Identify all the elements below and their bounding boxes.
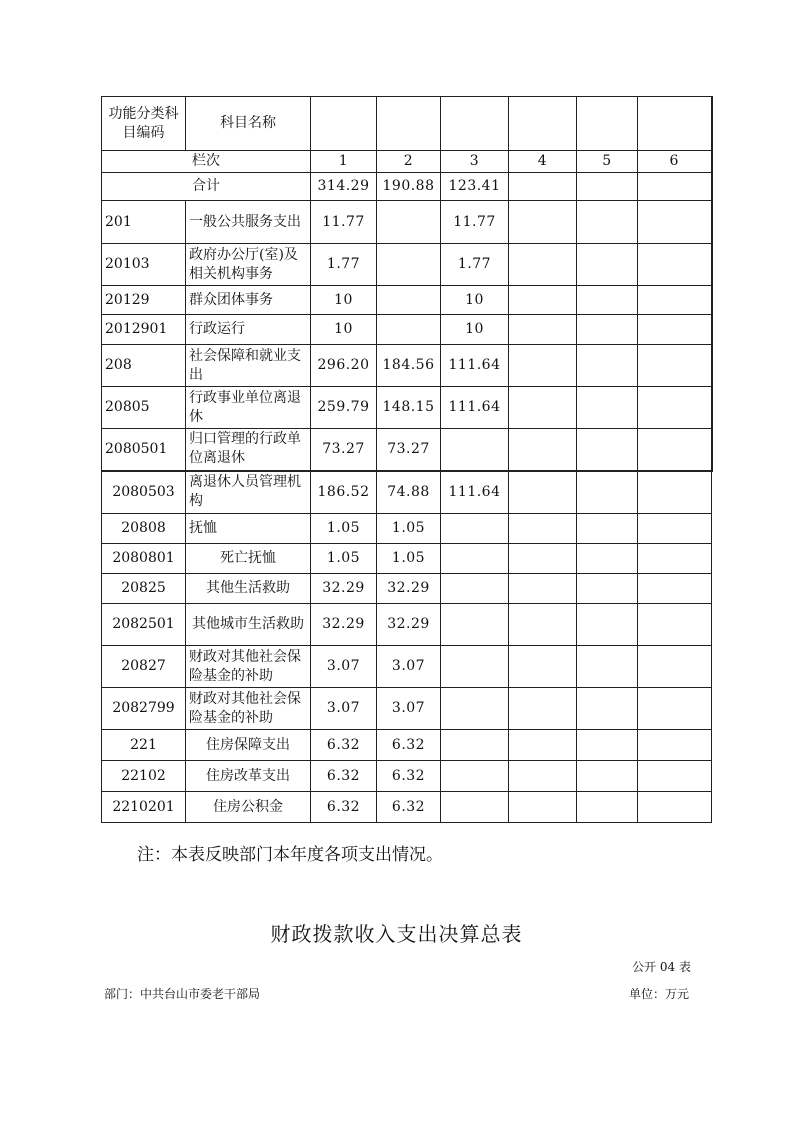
column-number: 4 — [509, 151, 577, 173]
row-name: 群众团体事务 — [186, 286, 311, 315]
row-c2 — [377, 201, 441, 244]
row-code: 20827 — [102, 646, 186, 688]
column-row-label: 栏次 — [102, 151, 311, 173]
column-number: 1 — [311, 151, 377, 173]
row-c2: 32.29 — [377, 604, 441, 646]
table-row — [102, 792, 712, 823]
table-row — [102, 286, 712, 315]
row-name: 其他城市生活救助 — [186, 604, 311, 646]
row-c2: 3.07 — [377, 688, 441, 730]
row-c1: 32.29 — [311, 574, 377, 604]
row-c2: 1.05 — [377, 544, 441, 574]
column-number: 2 — [377, 151, 441, 173]
row-c1: 32.29 — [311, 604, 377, 646]
row-c3 — [441, 792, 509, 823]
table-note: 注：本表反映部门本年度各项支出情况。 — [137, 845, 443, 865]
row-c1: 73.27 — [311, 429, 377, 471]
row-code: 20808 — [102, 514, 186, 544]
table-row — [102, 471, 712, 514]
row-code: 22102 — [102, 761, 186, 792]
row-code: 20103 — [102, 244, 186, 286]
column-number: 3 — [441, 151, 509, 173]
department-label: 部门：中共台山市委老干部局 — [104, 987, 261, 1001]
table-row — [102, 730, 712, 761]
table-row — [102, 646, 712, 688]
row-code: 2012901 — [102, 315, 186, 345]
row-c3: 10 — [441, 286, 509, 315]
row-code: 2080503 — [102, 471, 186, 514]
unit-label: 单位：万元 — [628, 987, 689, 1001]
table-row — [102, 544, 712, 574]
table-row — [102, 604, 712, 646]
row-c2: 6.32 — [377, 761, 441, 792]
row-name: 离退休人员管理机构 — [186, 471, 311, 514]
row-c3 — [441, 761, 509, 792]
row-c1: 3.07 — [311, 646, 377, 688]
row-c3 — [441, 429, 509, 471]
row-name: 财政对其他社会保险基金的补助 — [186, 688, 311, 730]
row-name: 抚恤 — [186, 514, 311, 544]
row-name: 政府办公厅(室)及相关机构事务 — [186, 244, 311, 286]
row-name: 住房改革支出 — [186, 761, 311, 792]
row-c3: 111.64 — [441, 471, 509, 514]
total-label: 合计 — [102, 173, 311, 201]
row-c1: 1.05 — [311, 544, 377, 574]
row-c2: 148.15 — [377, 387, 441, 429]
row-c1: 259.79 — [311, 387, 377, 429]
row-c3 — [441, 688, 509, 730]
row-c3: 111.64 — [441, 387, 509, 429]
row-code: 20825 — [102, 574, 186, 604]
row-c2: 32.29 — [377, 574, 441, 604]
row-c1: 6.32 — [311, 761, 377, 792]
row-name: 行政运行 — [186, 315, 311, 345]
form-number: 公开 04 表 — [632, 960, 691, 974]
row-c2: 6.32 — [377, 792, 441, 823]
row-c1: 1.77 — [311, 244, 377, 286]
table-row — [102, 315, 712, 345]
header-row — [102, 97, 712, 151]
column-number: 5 — [577, 151, 638, 173]
row-c1: 6.32 — [311, 792, 377, 823]
total-c1: 314.29 — [311, 173, 377, 201]
row-c3: 1.77 — [441, 244, 509, 286]
expenditure-table — [101, 96, 713, 823]
row-code: 221 — [102, 730, 186, 761]
table-row — [102, 244, 712, 286]
code-header: 功能分类科目编码 — [102, 97, 186, 151]
row-name: 行政事业单位离退休 — [186, 387, 311, 429]
row-name: 死亡抚恤 — [186, 544, 311, 574]
row-c3 — [441, 514, 509, 544]
table-row — [102, 688, 712, 730]
row-c3 — [441, 646, 509, 688]
row-c1: 10 — [311, 286, 377, 315]
row-c1: 10 — [311, 315, 377, 345]
row-c2: 184.56 — [377, 345, 441, 387]
row-c2: 3.07 — [377, 646, 441, 688]
row-c2: 6.32 — [377, 730, 441, 761]
total-c3: 123.41 — [441, 173, 509, 201]
row-code: 20129 — [102, 286, 186, 315]
row-c3: 10 — [441, 315, 509, 345]
row-name: 社会保障和就业支出 — [186, 345, 311, 387]
table-row — [102, 574, 712, 604]
row-c3 — [441, 574, 509, 604]
column-number-row — [102, 151, 712, 173]
row-name: 财政对其他社会保险基金的补助 — [186, 646, 311, 688]
row-name: 一般公共服务支出 — [186, 201, 311, 244]
row-c1: 3.07 — [311, 688, 377, 730]
row-c2 — [377, 286, 441, 315]
row-name: 住房保障支出 — [186, 730, 311, 761]
row-c3 — [441, 544, 509, 574]
table-row — [102, 201, 712, 244]
row-c3 — [441, 604, 509, 646]
table-row — [102, 761, 712, 792]
row-code: 201 — [102, 201, 186, 244]
row-c2 — [377, 244, 441, 286]
row-c1: 6.32 — [311, 730, 377, 761]
row-c2: 73.27 — [377, 429, 441, 471]
column-number: 6 — [638, 151, 712, 173]
row-c3: 11.77 — [441, 201, 509, 244]
row-c1: 1.05 — [311, 514, 377, 544]
row-code: 2080801 — [102, 544, 186, 574]
name-header: 科目名称 — [186, 97, 311, 151]
row-c2: 1.05 — [377, 514, 441, 544]
row-c1: 296.20 — [311, 345, 377, 387]
row-c3 — [441, 730, 509, 761]
row-code: 2082501 — [102, 604, 186, 646]
row-code: 2082799 — [102, 688, 186, 730]
row-name: 其他生活救助 — [186, 574, 311, 604]
row-name: 归口管理的行政单位离退休 — [186, 429, 311, 471]
row-c2 — [377, 315, 441, 345]
table-row — [102, 429, 712, 471]
row-code: 20805 — [102, 387, 186, 429]
row-c2: 74.88 — [377, 471, 441, 514]
row-code: 208 — [102, 345, 186, 387]
total-c2: 190.88 — [377, 173, 441, 201]
table-row — [102, 345, 712, 387]
next-table-title: 财政拨款收入支出决算总表 — [270, 922, 523, 946]
table-row — [102, 387, 712, 429]
row-code: 2210201 — [102, 792, 186, 823]
row-name: 住房公积金 — [186, 792, 311, 823]
total-row — [102, 173, 712, 201]
row-code: 2080501 — [102, 429, 186, 471]
row-c3: 111.64 — [441, 345, 509, 387]
row-c1: 11.77 — [311, 201, 377, 244]
row-c1: 186.52 — [311, 471, 377, 514]
table-row — [102, 514, 712, 544]
